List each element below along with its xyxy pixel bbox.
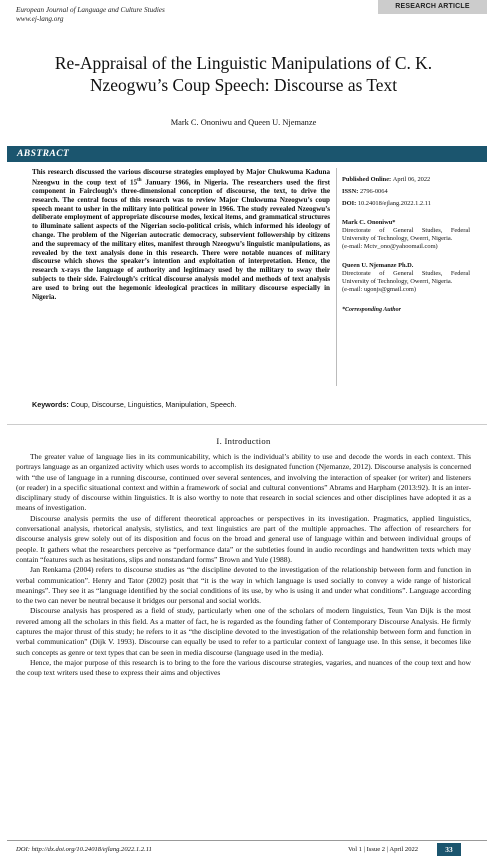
author-1-affiliation: Directorate of General Studies, Federal University of Technology, Owerri, Nigeria. <box>342 227 470 242</box>
abstract-text <box>32 168 330 301</box>
issn-value: 2796-0064 <box>359 188 388 195</box>
keywords-label: Keywords: <box>32 400 69 409</box>
paragraph-5: Hence, the major purpose of this research is to bring to the fore the various discourse strategies, vagaries, and nuances of the coup text and how the coup text writers used these to express their aims and objectives <box>16 657 471 678</box>
paragraph-4: Discourse analysis has prospered as a field of study, particularly when one of the scholars of modern linguistics, Teun Van Dijk is the most revered among all the scholars in this field. As a matter of fact, he is regarded as the founding father of Contemporary Discourse Analysis. He firmly captures the major thrust of this study; he refers to it as “the discipline devoted to the investigation of the relationship between form and function in verbal communication” (Dijk V. 1993). Discourse can equally be used to refer to a particular context of language use. In this sense, it becomes like such concepts as genre or text types that can be seen in media discourse (language used in the media). <box>16 606 471 657</box>
keywords <box>32 400 452 409</box>
footer-doi[interactable]: DOI: http://dx.doi.org/10.24018/ejlang.2022.1.2.11 <box>16 846 152 853</box>
section-heading: I. Introduction <box>216 436 271 446</box>
article-title: Re-Appraisal of the Linguistic Manipulations of C. K. Nzeogwu’s Coup Speech: Discourse as Text <box>54 53 433 95</box>
column-divider <box>336 168 337 386</box>
issn-label: ISSN: <box>342 188 359 195</box>
author-1-name: Mark C. Ononiwu* <box>342 219 396 226</box>
page-number: 33 <box>437 843 461 856</box>
published-label: Published Online: <box>342 176 392 183</box>
article-info-sidebar <box>342 176 470 314</box>
author-2-affiliation: Directorate of General Studies, Federal University of Technology, Owerri, Nigeria. <box>342 270 470 285</box>
journal-url[interactable]: www.ej-lang.org <box>16 15 64 23</box>
section-divider <box>7 424 487 425</box>
doi-value[interactable]: 10.24018/ejlang.2022.1.2.11 <box>357 200 431 207</box>
doi-label: DOI: <box>342 200 357 207</box>
author-info-1 <box>342 219 470 251</box>
abstract-ordinal-suffix: th <box>137 177 142 183</box>
doi <box>342 200 470 208</box>
published-value: April 06, 2022 <box>392 176 431 183</box>
abstract-label: ABSTRACT <box>17 148 70 159</box>
footer-rule <box>7 840 487 841</box>
issn <box>342 188 470 196</box>
paragraph-2: Discourse analysis permits the use of different theoretical approaches or perspectives in its investigation. Pragmatics, applied linguistics, conversational analysis, rhetorical analysis, stylistics, and text linguistics are part of the multiple approaches. The affection of researchers for discourse analysis grew solely out of its disposition and focus on the broad and general use of language within and between individual groups of people. It gathers what the researchers perceive as “performance data” or the subtleties found in audio recordings and handwritten texts which may contain “features such as hesitations, slips and nonstandard forms” Brown and Yule (1988). <box>16 513 471 564</box>
published-date <box>342 176 470 184</box>
author-info-2 <box>342 262 470 294</box>
journal-name: European Journal of Language and Culture Studies <box>16 6 165 14</box>
author-1-email[interactable]: (e-mail: Mctv_ono@yahoomail.com) <box>342 243 438 250</box>
abstract-text-rest: January 1966, in Nigeria. The researchers used the first component in Fairclough’s three-dimensional conception of discourse, the text, to drive the research. The central focus of this research was to review Major Chukwuma Nzeogwu’s coup speech meant to usher in the military into political power in 1966. The study revealed Nzeogwu’s deliberate employment of appropriate discourse modes, lexical items, and grammatical structures to illuminate salient aspects of the Nigerian socio-political crisis, which informed his ideology of change. The problem of the Nigerian autocratic democracy, subservient followership by citizens and the supremacy of the military elites, manifest through Nzeogwu’s linguistic manipulations, as revealed by the text analysis done in this research. There were notable nuances of military discourse which shows the speaker’s intention and exploitation of interpretation. Hence, the research x-rays the language of authority and legitimacy used by the military to sway their subjects to their side. Fairclough’s critical discourse analysis model and methods of text analysis are used to bring out the hegemonic ideological practices in military discourse especially in Nigeria. <box>32 178 330 301</box>
article-type-badge: RESEARCH ARTICLE <box>378 0 487 14</box>
author-2-name: Queen U. Njemanze Ph.D. <box>342 262 414 269</box>
paragraph-1: The greater value of language lies in its communicability, which is the individual’s ability to use and decode the words in each context. This portrays language as an organized activity which uses words to accomplish its designated function (Njemanze, 2012). Discourse analysis is concerned with “the use of language in a running discourse, continued over several sentences, and involving the interaction of speaker (or writer) and listeners (or reader) in a specific situational context and within a framework of social and cultural conventions” Abrams and Harpham (2013:92). It is an inter-disciplinary study of discourse within linguistics. It is also worthy to note that research in social sciences and other disciplines have adopted it as a means of investigation. <box>16 452 471 513</box>
author-2-email[interactable]: (e-mail: ugonjs@gmail.com) <box>342 286 417 293</box>
abstract-text-start: This research discussed the various discourse strategies employed by Major Chukwuma Kaduna Nzeogwu in the coup text of 15 <box>32 168 330 187</box>
footer-volume: Vol 1 | Issue 2 | April 2022 <box>348 846 419 853</box>
keywords-value: Coup, Discourse, Linguistics, Manipulation, Speech. <box>70 400 237 409</box>
paragraph-3: Jan Renkama (2004) refers to discourse studies as “the discipline devoted to the investigation of the relationship between form and function in verbal communication”. Henry and Tator (2002) posit that “it is the way in which language is used socially to convey a wide range of historical meanings”. They see it as “language identified by the social conditions of its use, by who is using it and under what conditions”. Language according to the two can never be neutral because it bridges our personal and social worlds. <box>16 565 471 606</box>
abstract-banner <box>7 146 487 162</box>
article-authors: Mark C. Ononiwu and Queen U. Njemanze <box>170 118 317 127</box>
corresponding-author-note: *Corresponding Author <box>342 307 401 313</box>
body-text <box>16 452 471 679</box>
journal-header <box>16 6 165 24</box>
